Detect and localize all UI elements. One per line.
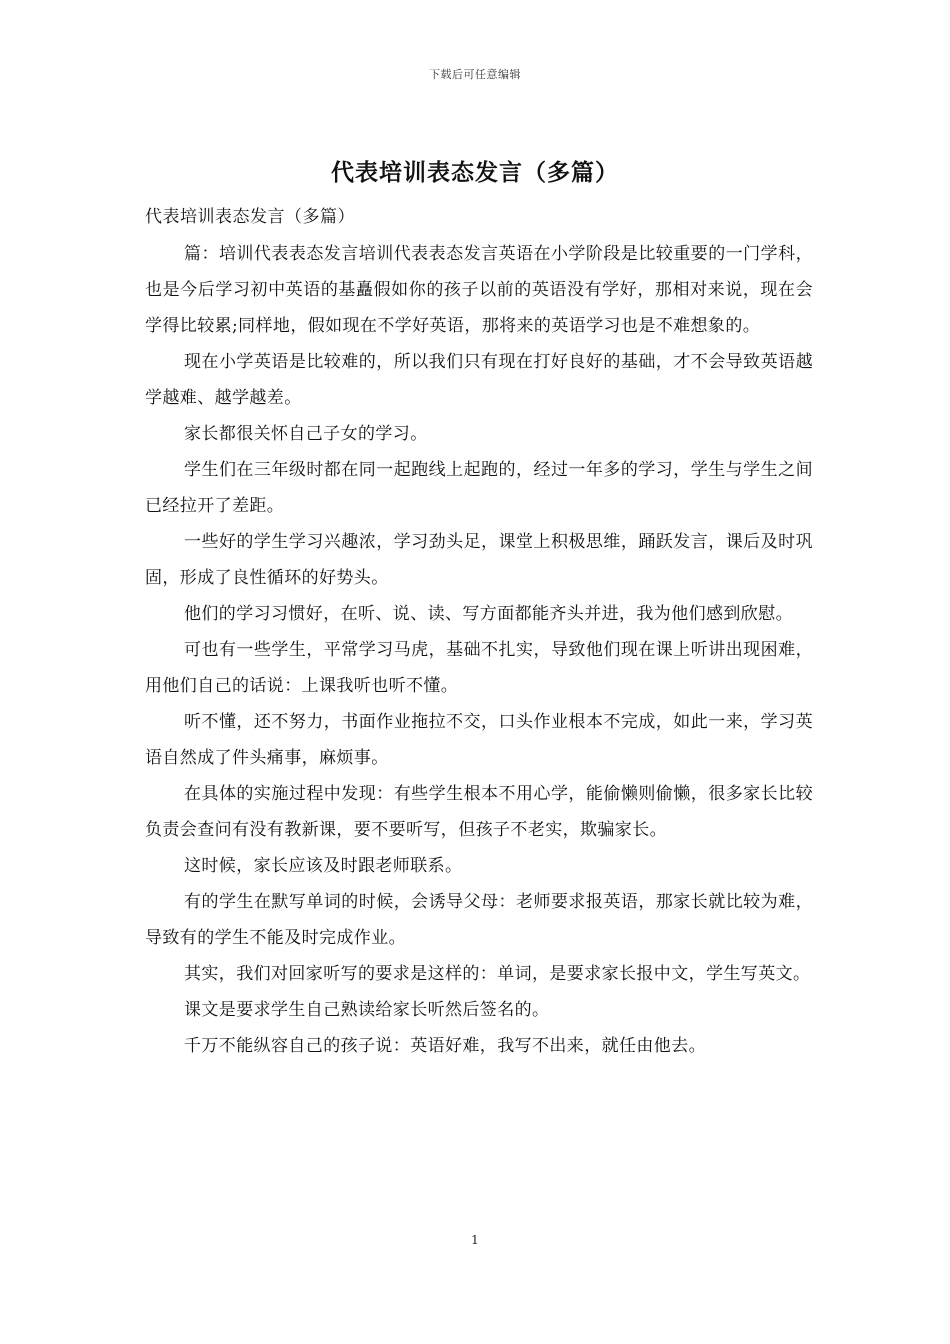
document-title: 代表培训表态发言（多篇）: [331, 159, 619, 186]
paragraph: 家长都很关怀自己子女的学习。: [184, 424, 428, 444]
paragraph: 他们的学习习惯好，在听、说、读、写方面都能齐头并进，我为他们感到欣慰。: [184, 604, 793, 624]
paragraph: 有的学生在默写单词的时候，会诱导父母：老师要求报英语，那家长就比较为难，导致有的学生不能及时完成作业。: [145, 892, 813, 948]
paragraph: 千万不能纵容自己的孩子说：英语好难，我写不出来，就任由他去。: [184, 1036, 706, 1056]
paragraph: 可也有一些学生，平常学习马虎，基础不扎实，导致他们现在课上听讲出现困难，用他们自己的话说：上课我听也听不懂。: [145, 640, 813, 696]
page-number: 1: [471, 1233, 479, 1247]
paragraph: 学生们在三年级时都在同一起跑线上起跑的，经过一年多的学习，学生与学生之间已经拉开了差距。: [145, 460, 813, 516]
paragraph: 课文是要求学生自己熟读给家长听然后签名的。: [184, 1000, 550, 1020]
document-subtitle: 代表培训表态发言（多篇）: [145, 207, 355, 227]
paragraph: 在具体的实施过程中发现：有些学生根本不用心学，能偷懒则偷懒，很多家长比较负责会查问有没有教新课，要不要听写，但孩子不老实，欺骗家长。: [145, 784, 813, 840]
paragraph: 听不懂，还不努力，书面作业拖拉不交，口头作业根本不完成，如此一来，学习英语自然成了件头痛事，麻烦事。: [145, 712, 813, 768]
paragraph: 现在小学英语是比较难的，所以我们只有现在打好良好的基础，才不会导致英语越学越难、越学越差。: [145, 352, 813, 408]
paragraph: 这时候，家长应该及时跟老师联系。: [184, 856, 463, 876]
document-body: [145, 236, 813, 1064]
page-header: 下载后可任意编辑: [429, 68, 521, 81]
paragraph: 一些好的学生学习兴趣浓，学习劲头足，课堂上积极思维，踊跃发言，课后及时巩固，形成了良性循环的好势头。: [145, 532, 813, 588]
paragraph: 其实，我们对回家听写的要求是这样的：单词，是要求家长报中文，学生写英文。: [184, 964, 811, 984]
paragraph: 篇：培训代表表态发言培训代表表态发言英语在小学阶段是比较重要的一门学科，也是今后学习初中英语的基矗假如你的孩子以前的英语没有学好，那相对来说，现在会学得比较累;同样地，假如现在不学好英语，那将来的英语学习也是不难想象的。: [145, 244, 813, 336]
